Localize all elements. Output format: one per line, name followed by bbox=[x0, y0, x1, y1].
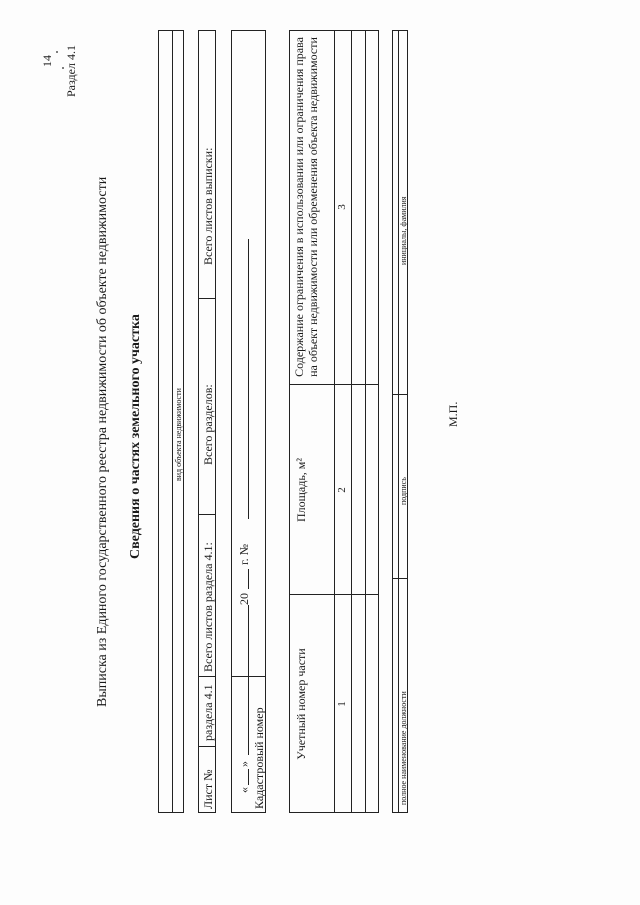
date-year-blank bbox=[248, 569, 249, 589]
cadastral-number-label: Кадастровый номер bbox=[252, 707, 266, 809]
caption-signature: подпись bbox=[399, 477, 408, 505]
column-number-2: 2 bbox=[336, 487, 348, 493]
document-title: Выписка из Единого государственного реестра недвижимости об объекте недвижимости bbox=[95, 176, 110, 707]
date-year-prefix: 20 bbox=[237, 593, 251, 605]
section-heading: Сведения о частях земельного участка bbox=[128, 314, 143, 559]
date-month-blank bbox=[248, 605, 249, 755]
header-restriction: Содержание ограничения в использовании или ограничения права на объект недвижимости или обременения объекта недвижимости bbox=[292, 37, 320, 377]
date-year-suffix: г. № bbox=[237, 543, 251, 565]
column-number-3: 3 bbox=[336, 204, 348, 210]
column-number-1: 1 bbox=[336, 701, 348, 707]
page-number: 14 bbox=[40, 55, 54, 67]
total-sections-label: Всего разделов: bbox=[201, 384, 215, 465]
object-type-underline bbox=[172, 30, 173, 813]
total-sheets-label: Всего листов выписки: bbox=[201, 147, 215, 265]
caption-position: полное наименование должности bbox=[399, 691, 408, 805]
scan-speck bbox=[62, 67, 64, 69]
date-number-blank bbox=[248, 239, 249, 519]
header-area: Площадь, м² bbox=[294, 458, 308, 522]
header-part-number: Учетный номер части bbox=[294, 648, 308, 760]
date-open-quote: « bbox=[237, 787, 251, 793]
scan-speck bbox=[56, 51, 58, 53]
stamp-label: М.П. bbox=[446, 401, 460, 427]
object-type-caption: вид объекта недвижимости bbox=[174, 388, 183, 481]
section-number-label: раздела 4.1 bbox=[201, 684, 215, 741]
caption-name: инициалы, фамилия bbox=[399, 196, 408, 265]
sheets-in-section-label: Всего листов раздела 4.1: bbox=[201, 542, 215, 672]
date-close-quote: » bbox=[237, 761, 251, 767]
cadastral-row-box bbox=[250, 30, 266, 813]
date-day-blank bbox=[248, 769, 249, 785]
sheet-number-label: Лист № bbox=[201, 769, 215, 809]
section-label: Раздел 4.1 bbox=[64, 45, 78, 97]
